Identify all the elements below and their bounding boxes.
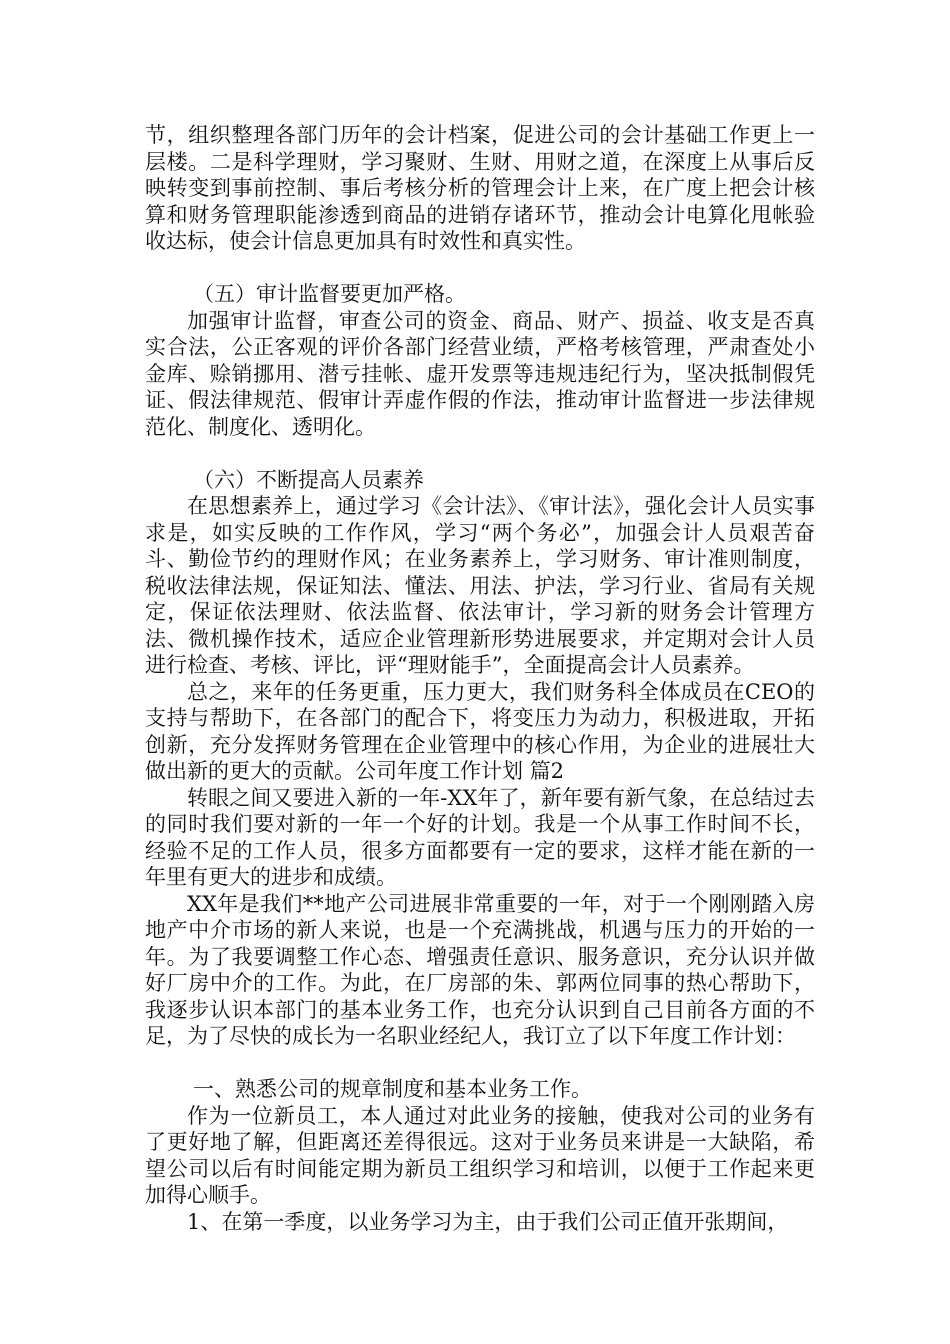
paragraph-gap [145,440,815,467]
section-heading: （六）不断提高人员素养 [193,467,424,492]
paragraph: 在思想素养上，通过学习《会计法》、《审计法》，强化会计人员实事求是，如实反映的工作作风，学习“两个务必”，加强会计人员艰苦奋斗、勤俭节约的理财作风；在业务素养上，学习财务、审计准则制度，税收法律法规，保证知法、懂法、用法、护法，学习行业、省局有关规定，保证依法理财、依法监督、依法审计，学习新的财务会计管理方法、微机操作技术，适应企业管理新形势进展要求，并定期对会计人员进行检查、考核、评比，评“理财能手”，全面提高会计人员素养。 [145,494,815,677]
paragraph: 转眼之间又要进入新的一年-XX年了，新年要有新气象，在总结过去的同时我们要对新的一年一个好的计划。我是一个从事工作时间不长，经验不足的工作人员，很多方面都要有一定的要求，这样才能在新的一年里有更大的进步和成绩。 [145,785,815,889]
paragraph: XX年是我们**地产公司进展非常重要的一年，对于一个刚刚踏入房地产中介市场的新人来说，也是一个充满挑战，机遇与压力的开始的一年。为了我要调整工作心态、增强责任意识、服务意识，充分认识并做好厂房中介的工作。为此，在厂房部的朱、郭两位同事的热心帮助下，我逐步认识本部门的基本业务工作，也充分认识到自己目前各方面的不足，为了尽快的成长为一名职业经纪人，我订立了以下年度工作计划： [145,891,815,1048]
paragraph: 作为一位新员工，本人通过对此业务的接触，使我对公司的业务有了更好地了解，但距离还差得很远。这对于业务员来讲是一大缺陷，希望公司以后有时间能定期为新员工组织学习和培训，以便于工作起来更加得心顺手。 [145,1103,815,1207]
section-heading: （五）审计监督要更加严格。 [193,282,466,306]
paragraph-gap [145,1050,815,1077]
section-heading: 一、熟悉公司的规章制度和基本业务工作。 [193,1077,592,1101]
paragraph: 加强审计监督，审查公司的资金、商品、财产、损益、收支是否真实合法，公正客观的评价各部门经营业绩，严格考核管理，严肃查处小金库、赊销挪用、潜亏挂帐、虚开发票等违规违纪行为，坚决抵制假凭证、假法律规范、假审计弄虚作假的作法，推动审计监督进一步法律规范化、制度化、透明化。 [145,308,815,439]
document-body [145,122,815,1235]
paragraph-gap [145,255,815,282]
paragraph: 总之，来年的任务更重，压力更大，我们财务科全体成员在CEO的支持与帮助下，在各部门的配合下，将变压力为动力，积极进取，开拓创新，充分发挥财务管理在企业管理中的核心作用，为企业的进展壮大做出新的更大的贡献。公司年度工作计划 篇2 [145,679,815,783]
paragraph: 节，组织整理各部门历年的会计档案，促进公司的会计基础工作更上一层楼。二是科学理财，学习聚财、生财、用财之道，在深度上从事后反映转变到事前控制、事后考核分析的管理会计上来，在广度上把会计核算和财务管理职能渗透到商品的进销存诸环节，推动会计电算化甩帐验收达标，使会计信息更加具有时效性和真实性。 [145,123,815,253]
paragraph: 1、在第一季度，以业务学习为主，由于我们公司正值开张期间， [187,1209,789,1234]
